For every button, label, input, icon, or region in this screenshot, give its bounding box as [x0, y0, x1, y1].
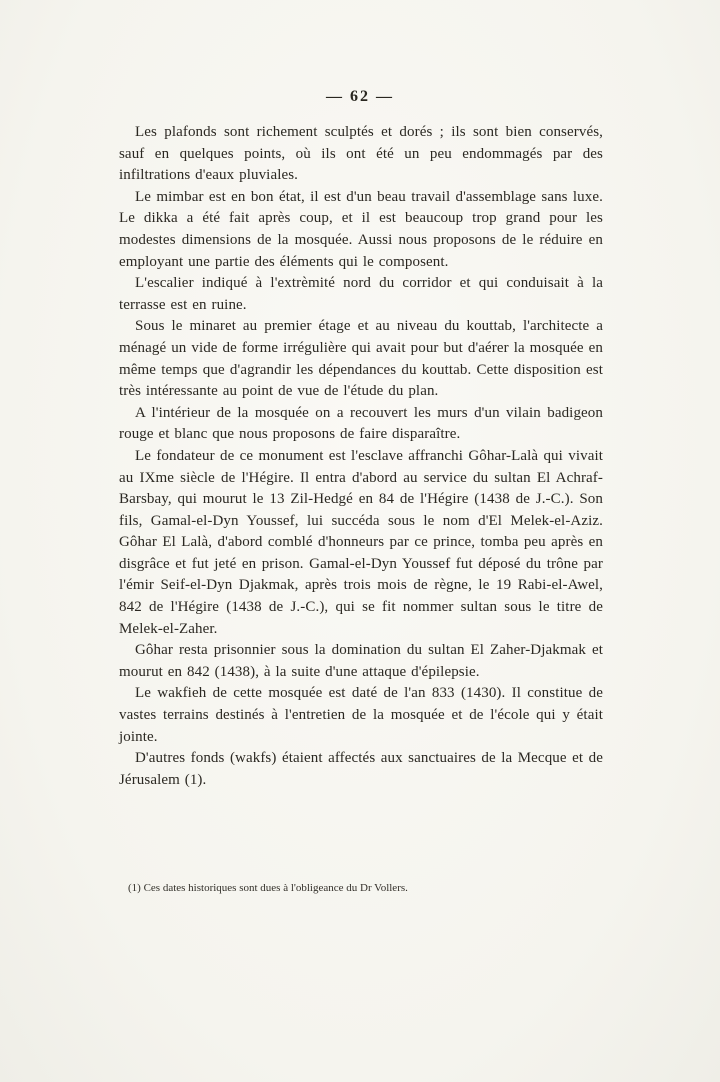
page-body-text: [119, 122, 603, 791]
paragraph-gohar-prisonnier: Gôhar resta prisonnier sous la domination du sultan El Zaher-Djakmak et mourut en 842 (1438), à la suite d'une attaque d'épilepsie.: [119, 642, 603, 680]
paragraph-wakfieh: Le wakfieh de cette mosquée est daté de l'an 833 (1430). Il constitue de vastes terrains destinés à l'entretien de la mosquée et de l'école qui y était jointe.: [119, 685, 603, 745]
paragraph-minaret-kouttab: Sous le minaret au premier étage et au niveau du kouttab, l'architecte a ménagé un vide de forme irrégulière qui avait pour but d'aérer la mosquée en même temps que d'agrandir les dépendances du kouttab. Cette disposition est très intéressante au point de vue de l'étude du plan.: [119, 318, 603, 400]
paragraph-plafonds: Les plafonds sont richement sculptés et dorés ; ils sont bien conservés, sauf en quelques points, où ils ont été un peu endommagés par des infiltrations d'eaux pluviales.: [119, 124, 603, 184]
footnote: (1) Ces dates historiques sont dues à l'obligeance du Dr Vollers.: [128, 882, 408, 894]
page-number: — 62 —: [326, 88, 394, 105]
paragraph-escalier: L'escalier indiqué à l'extrèmité nord du corridor et qui conduisait à la terrasse est en ruine.: [119, 275, 603, 313]
paragraph-mimbar-dikka: Le mimbar est en bon état, il est d'un beau travail d'assemblage sans luxe. Le dikka a été fait après coup, et il est beaucoup trop grand pour les modestes dimensions de la mosquée. Aussi nous proposons de le réduire en employant une partie des éléments qui le composent.: [119, 188, 603, 270]
paragraph-fondateur-gohar: Le fondateur de ce monument est l'esclave affranchi Gôhar-Lalà qui vivait au IXme siècle de l'Hégire. Il entra d'abord au service du sultan El Achraf-Barsbay, qui mourut le 13 Zil-Hedgé en 84 de l'Hégire (1438 de J.-C.). Son fils, Gamal-el-Dyn Youssef, lui succéda sous le nom d'El Melek-el-Aziz. Gôhar El Lalà, d'abord comblé d'honneurs par ce prince, tomba peu après en disgrâce et fut jeté en prison. Gamal-el-Dyn Youssef fut déposé du trône par l'émir Seif-el-Dyn Djakmak, après trois mois de règne, le 19 Rabi-el-Awel, 842 de l'Hégire (1438 de J.-C.), qui se fit nommer sultan sous le titre de Melek-el-Zaher.: [119, 447, 603, 637]
paragraph-badigeon: A l'intérieur de la mosquée on a recouvert les murs d'un vilain badigeon rouge et blanc que nous proposons de faire disparaître.: [119, 404, 603, 443]
paragraph-autres-fonds: D'autres fonds (wakfs) étaient affectés aux sanctuaires de la Mecque et de Jérusalem (1).: [119, 750, 603, 788]
